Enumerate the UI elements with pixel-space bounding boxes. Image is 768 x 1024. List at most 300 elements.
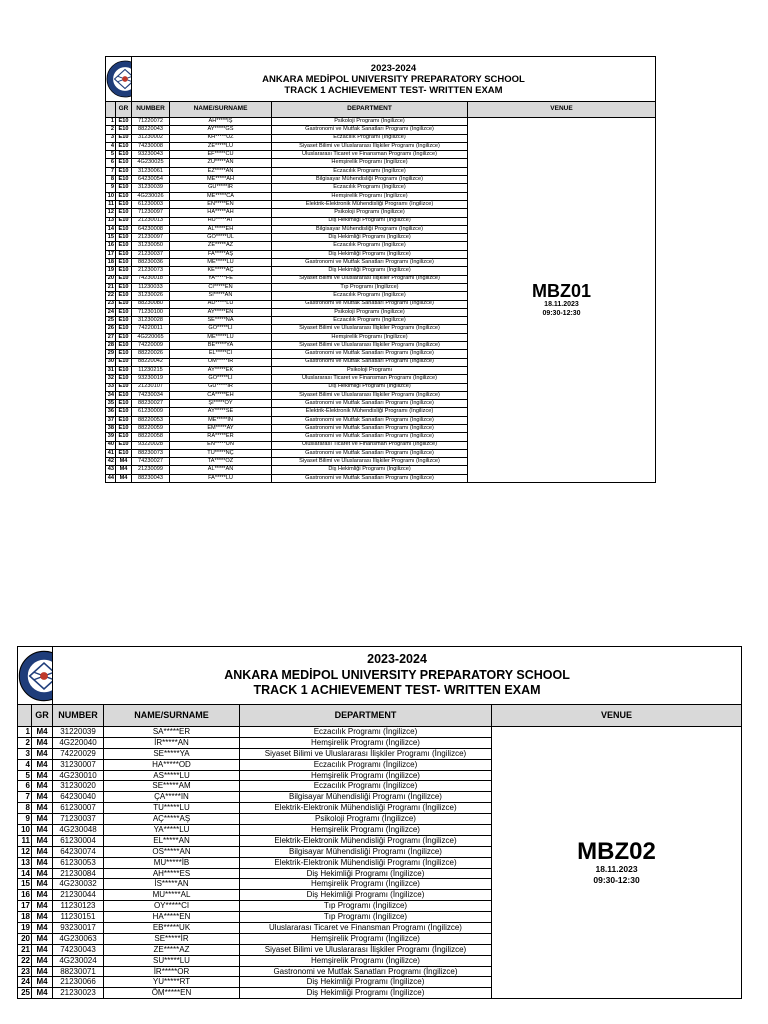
student-number: 4G230026: [132, 192, 170, 200]
logo-cell: [18, 647, 53, 705]
student-number: 21230013: [132, 217, 170, 225]
student-number: 4G230025: [132, 159, 170, 167]
student-name: HA*****OD: [104, 759, 240, 770]
student-number: 88220026: [132, 350, 170, 358]
student-number: 4G230010: [53, 770, 104, 781]
student-name: EL*****Cİ: [170, 350, 272, 358]
department: Gastronomi ve Mutfak Sanatları Programı (İngilizce): [272, 433, 468, 441]
department: Eczacılık Programı (İngilizce): [240, 781, 492, 792]
row-index: 2: [106, 126, 116, 134]
department: Diş Hekimliği Programı (İngilizce): [272, 234, 468, 242]
group-code: E10: [116, 259, 132, 267]
student-name: ÖM*****İR: [170, 358, 272, 366]
exam-list-table: [105, 56, 656, 483]
student-number: 74230027: [132, 458, 170, 466]
col-gr-header: GR: [116, 102, 132, 118]
academic-year: 2023-2024: [370, 62, 417, 74]
student-name: FA*****AŞ: [170, 250, 272, 258]
student-number: 74230043: [53, 944, 104, 955]
department: Gastronomi ve Mutfak Sanatları Programı (İngilizce): [240, 966, 492, 977]
col-index-header: [106, 102, 116, 118]
department: Hemşirelik Programı (İngilizce): [240, 770, 492, 781]
student-name: İR*****OR: [104, 966, 240, 977]
department: Eczacılık Programı (İngilizce): [272, 134, 468, 142]
student-name: FA*****LU: [170, 474, 272, 482]
student-number: 21230023: [53, 988, 104, 999]
row-index: 25: [18, 988, 32, 999]
row-index: 26: [106, 325, 116, 333]
row-index: 1: [18, 727, 32, 738]
student-number: 21230107: [132, 383, 170, 391]
department: Eczacılık Programı (İngilizce): [272, 184, 468, 192]
exam-name: TRACK 1 ACHIEVEMENT TEST- WRITTEN EXAM: [253, 683, 541, 698]
student-name: ŞI*****OY: [170, 400, 272, 408]
student-name: EZ*****AN: [170, 167, 272, 175]
student-number: 93230019: [132, 375, 170, 383]
group-code: M4: [32, 890, 53, 901]
col-number-header: NUMBER: [132, 102, 170, 118]
student-name: ME*****CA: [170, 192, 272, 200]
row-index: 6: [106, 159, 116, 167]
group-code: M4: [116, 466, 132, 474]
student-number: 88220043: [132, 126, 170, 134]
medipol-logo-icon: [18, 650, 53, 702]
student-number: 93220028: [132, 441, 170, 449]
student-name: HA*****AH: [170, 209, 272, 217]
student-name: EM*****AY: [170, 424, 272, 432]
department: Eczacılık Programı (İngilizce): [240, 759, 492, 770]
department: Gastronomi ve Mutfak Sanatları Programı (İngilizce): [272, 126, 468, 134]
row-index: 22: [106, 292, 116, 300]
department: Gastronomi ve Mutfak Sanatları Programı (İngilizce): [272, 416, 468, 424]
student-number: 88230036: [132, 259, 170, 267]
department: Elektrik-Elektronik Mühendisliği Programı (İngilizce): [272, 408, 468, 416]
department: Hemşirelik Programı (İngilizce): [272, 159, 468, 167]
exam-date: 18.11.2023: [595, 863, 638, 874]
department: Bilgisayar Mühendisliği Programı (İngilizce): [240, 846, 492, 857]
student-name: ZÜ*****AN: [170, 159, 272, 167]
student-name: SE*****AM: [104, 781, 240, 792]
department: Tıp Programı (İngilizce): [272, 283, 468, 291]
student-number: 74230018: [132, 275, 170, 283]
group-code: E10: [116, 134, 132, 142]
row-index: 13: [106, 217, 116, 225]
group-code: E10: [116, 234, 132, 242]
exam-list-sheet-1: [105, 56, 655, 483]
logo-cell: [106, 57, 132, 102]
group-code: E10: [116, 275, 132, 283]
department: Elektrik-Elektronik Mühendisliği Programı (İngilizce): [272, 200, 468, 208]
student-number: 11230123: [53, 901, 104, 912]
student-number: 21230099: [132, 466, 170, 474]
group-code: M4: [32, 759, 53, 770]
student-number: 61230004: [53, 835, 104, 846]
department: Hemşirelik Programı (İngilizce): [240, 879, 492, 890]
group-code: E10: [116, 184, 132, 192]
row-index: 38: [106, 424, 116, 432]
student-name: AS*****LU: [104, 770, 240, 781]
student-name: SA*****ER: [104, 727, 240, 738]
student-number: 31230007: [53, 759, 104, 770]
student-number: 4G230063: [53, 933, 104, 944]
department: Diş Hekimliği Programı (İngilizce): [240, 868, 492, 879]
group-code: M4: [32, 781, 53, 792]
department: Bilgisayar Mühendisliği Programı (İngilizce): [240, 792, 492, 803]
group-code: M4: [32, 977, 53, 988]
department: Diş Hekimliği Programı (İngilizce): [272, 217, 468, 225]
student-number: 11230215: [132, 366, 170, 374]
student-number: 21230097: [132, 234, 170, 242]
student-number: 21230037: [132, 250, 170, 258]
student-name: TU*****LU: [104, 803, 240, 814]
group-code: E10: [116, 433, 132, 441]
student-number: 64230074: [53, 846, 104, 857]
department: Eczacılık Programı (İngilizce): [272, 317, 468, 325]
group-code: M4: [32, 955, 53, 966]
col-venue-header: VENUE: [468, 102, 656, 118]
student-name: ÇA*****IN: [104, 792, 240, 803]
student-name: BE*****YA: [170, 342, 272, 350]
student-number: 4G230048: [53, 825, 104, 836]
student-number: 71230097: [132, 209, 170, 217]
group-code: M4: [32, 901, 53, 912]
student-number: 71230100: [132, 308, 170, 316]
row-index: 10: [18, 825, 32, 836]
student-name: ÖM*****EN: [104, 988, 240, 999]
group-code: M4: [32, 814, 53, 825]
group-code: E10: [116, 416, 132, 424]
group-code: M4: [32, 792, 53, 803]
department: Siyaset Bilimi ve Uluslararası İlişkiler Programı (İngilizce): [272, 142, 468, 150]
row-index: 24: [18, 977, 32, 988]
group-code: M4: [32, 727, 53, 738]
col-gr-header: GR: [32, 705, 53, 727]
student-number: 11230033: [132, 283, 170, 291]
department: Hemşirelik Programı (İngilizce): [272, 192, 468, 200]
student-name: AY*****GS: [170, 126, 272, 134]
student-number: 88220058: [132, 433, 170, 441]
department: Eczacılık Programı (İngilizce): [272, 292, 468, 300]
department: Hemşirelik Programı (İngilizce): [272, 333, 468, 341]
student-number: 88220059: [132, 424, 170, 432]
student-number: 64230040: [53, 792, 104, 803]
row-index: 14: [18, 868, 32, 879]
group-code: M4: [32, 857, 53, 868]
group-code: M4: [32, 748, 53, 759]
row-index: 22: [18, 955, 32, 966]
student-name: MU*****İB: [104, 857, 240, 868]
academic-year: 2023-2024: [367, 652, 427, 667]
row-index: 1: [106, 118, 116, 126]
group-code: E10: [116, 375, 132, 383]
group-code: E10: [116, 441, 132, 449]
group-code: E10: [116, 300, 132, 308]
department: Elektrik-Elektronik Mühendisliği Programı (İngilizce): [240, 857, 492, 868]
student-name: MU*****AL: [104, 890, 240, 901]
student-number: 71220072: [132, 118, 170, 126]
row-index: 11: [106, 200, 116, 208]
row-index: 43: [106, 466, 116, 474]
department: Eczacılık Programı (İngilizce): [272, 167, 468, 175]
group-code: M4: [32, 933, 53, 944]
col-name-header: NAME/SURNAME: [170, 102, 272, 118]
group-code: E10: [116, 400, 132, 408]
department: Elektrik-Elektronik Mühendisliği Programı (İngilizce): [240, 835, 492, 846]
col-department-header: DEPARTMENT: [272, 102, 468, 118]
student-name: EF*****CU: [170, 151, 272, 159]
department: Gastronomi ve Mutfak Sanatları Programı (İngilizce): [272, 259, 468, 267]
exam-time: 09:30-12:30: [593, 874, 640, 885]
row-index: 18: [18, 912, 32, 923]
col-name-header: NAME/SURNAME: [104, 705, 240, 727]
row-index: 32: [106, 375, 116, 383]
row-index: 20: [18, 933, 32, 944]
student-number: 4G220065: [132, 333, 170, 341]
group-code: M4: [32, 825, 53, 836]
department: Tıp Programı (İngilizce): [240, 912, 492, 923]
department: Diş Hekimliği Programı (İngilizce): [240, 988, 492, 999]
student-name: AH*****İŞ: [170, 118, 272, 126]
student-number: 31230002: [132, 134, 170, 142]
group-code: E10: [116, 350, 132, 358]
department: Siyaset Bilimi ve Uluslararası İlişkiler Programı (İngilizce): [272, 342, 468, 350]
row-index: 3: [106, 134, 116, 142]
column-header-row: [106, 102, 656, 118]
student-number: 21230073: [132, 267, 170, 275]
student-name: ME*****LU: [170, 259, 272, 267]
group-code: M4: [116, 474, 132, 482]
department: Tıp Programı (İngilizce): [240, 901, 492, 912]
department: Bilgisayar Mühendisliği Programı (İngilizce): [272, 176, 468, 184]
student-number: 4G220040: [53, 737, 104, 748]
student-number: 11230151: [53, 912, 104, 923]
student-name: SE*****YA: [104, 748, 240, 759]
group-code: E10: [116, 342, 132, 350]
row-index: 27: [106, 333, 116, 341]
student-name: OY*****CI: [104, 901, 240, 912]
student-name: AH*****ES: [104, 868, 240, 879]
row-index: 6: [18, 781, 32, 792]
student-number: 93230017: [53, 923, 104, 934]
student-name: AL*****AN: [170, 466, 272, 474]
row-index: 18: [106, 259, 116, 267]
student-number: 93230043: [132, 151, 170, 159]
school-name: ANKARA MEDİPOL UNIVERSITY PREPARATORY SCHOOL: [224, 667, 570, 682]
row-index: 36: [106, 408, 116, 416]
department: Gastronomi ve Mutfak Sanatları Programı (İngilizce): [272, 400, 468, 408]
student-number: 31230039: [132, 184, 170, 192]
group-code: E10: [116, 333, 132, 341]
group-code: E10: [116, 225, 132, 233]
department: Gastronomi ve Mutfak Sanatları Programı (İngilizce): [272, 449, 468, 457]
student-name: ZE*****AZ: [170, 242, 272, 250]
venue-room: MBZ01: [532, 281, 592, 302]
group-code: E10: [116, 358, 132, 366]
group-code: M4: [32, 879, 53, 890]
group-code: M4: [32, 770, 53, 781]
department: Eczacılık Programı (İngilizce): [272, 242, 468, 250]
group-code: E10: [116, 383, 132, 391]
student-number: 21230066: [53, 977, 104, 988]
group-code: E10: [116, 325, 132, 333]
row-index: 19: [18, 923, 32, 934]
department: Siyaset Bilimi ve Uluslararası İlişkiler Programı (İngilizce): [240, 748, 492, 759]
department: Diş Hekimliği Programı (İngilizce): [272, 267, 468, 275]
row-index: 12: [18, 846, 32, 857]
student-name: ME*****LU: [170, 333, 272, 341]
group-code: E10: [116, 308, 132, 316]
student-number: 88230043: [132, 474, 170, 482]
row-index: 4: [106, 142, 116, 150]
row-index: 19: [106, 267, 116, 275]
row-index: 15: [18, 879, 32, 890]
department: Siyaset Bilimi ve Uluslararası İlişkiler Programı (İngilizce): [272, 391, 468, 399]
row-index: 39: [106, 433, 116, 441]
group-code: E10: [116, 267, 132, 275]
student-number: 31230028: [132, 317, 170, 325]
row-index: 28: [106, 342, 116, 350]
student-number: 74220029: [53, 748, 104, 759]
student-name: SE*****NA: [170, 317, 272, 325]
group-code: E10: [116, 242, 132, 250]
student-name: AY*****SE: [170, 408, 272, 416]
venue-cell: [468, 118, 656, 483]
exam-date: 18.11.2023: [544, 301, 579, 309]
group-code: E10: [116, 317, 132, 325]
student-number: 64230054: [132, 176, 170, 184]
student-number: 88220042: [132, 358, 170, 366]
student-number: 74230008: [132, 142, 170, 150]
exam-time: 09:30-12:30: [542, 310, 581, 318]
department: Eczacılık Programı (İngilizce): [240, 727, 492, 738]
department: Siyaset Bilimi ve Uluslararası İlişkiler Programı (İngilizce): [240, 944, 492, 955]
student-number: 88230080: [132, 300, 170, 308]
department: Gastronomi ve Mutfak Sanatları Programı (İngilizce): [272, 300, 468, 308]
student-name: YA*****FE: [170, 275, 272, 283]
row-index: 16: [106, 242, 116, 250]
row-index: 34: [106, 391, 116, 399]
col-index-header: [18, 705, 32, 727]
student-name: TA*****ÖZ: [170, 458, 272, 466]
group-code: M4: [116, 458, 132, 466]
group-code: E10: [116, 283, 132, 291]
student-name: ME*****İN: [170, 416, 272, 424]
row-index: 12: [106, 209, 116, 217]
student-number: 4G230024: [53, 955, 104, 966]
department: Diş Hekimliği Programı (İngilizce): [240, 977, 492, 988]
department: Diş Hekimliği Programı (İngilizce): [272, 250, 468, 258]
row-index: 8: [18, 803, 32, 814]
department: Uluslararası Ticaret ve Finansman Programı (İngilizce): [272, 375, 468, 383]
student-number: 74220011: [132, 325, 170, 333]
student-name: CA*****EH: [170, 391, 272, 399]
exam-name: TRACK 1 ACHIEVEMENT TEST- WRITTEN EXAM: [284, 84, 503, 96]
student-number: 61230007: [53, 803, 104, 814]
group-code: E10: [116, 118, 132, 126]
student-number: 88230071: [53, 966, 104, 977]
row-index: 31: [106, 366, 116, 374]
group-code: E10: [116, 176, 132, 184]
department: Gastronomi ve Mutfak Sanatları Programı (İngilizce): [272, 358, 468, 366]
group-code: M4: [32, 803, 53, 814]
student-number: 31220039: [53, 727, 104, 738]
row-index: 13: [18, 857, 32, 868]
group-code: E10: [116, 449, 132, 457]
department: Psikoloji Programı (İngilizce): [272, 209, 468, 217]
student-name: KH*****UZ: [170, 134, 272, 142]
student-number: 74220009: [132, 342, 170, 350]
group-code: E10: [116, 126, 132, 134]
student-number: 88220053: [132, 416, 170, 424]
student-name: EN*****UN: [170, 441, 272, 449]
student-number: 61230003: [132, 200, 170, 208]
group-code: E10: [116, 142, 132, 150]
student-name: AD*****LU: [170, 300, 272, 308]
department: Uluslararası Ticaret ve Finansman Programı (İngilizce): [240, 923, 492, 934]
row-index: 9: [18, 814, 32, 825]
department: Siyaset Bilimi ve Uluslararası İlişkiler Programı (İngilizce): [272, 458, 468, 466]
row-index: 25: [106, 317, 116, 325]
exam-title-block: [132, 57, 656, 102]
row-index: 41: [106, 449, 116, 457]
row-index: 33: [106, 383, 116, 391]
department: Diş Hekimliği Programı (İngilizce): [272, 466, 468, 474]
department: Psikoloji Programı (İngilizce): [240, 814, 492, 825]
row-index: 23: [18, 966, 32, 977]
group-code: E10: [116, 408, 132, 416]
row-index: 5: [106, 151, 116, 159]
student-name: ME*****AH: [170, 176, 272, 184]
student-name: YU*****RT: [104, 977, 240, 988]
row-index: 35: [106, 400, 116, 408]
student-number: 21230084: [53, 868, 104, 879]
student-name: TU*****NÇ: [170, 449, 272, 457]
group-code: E10: [116, 424, 132, 432]
student-name: AY*****EK: [170, 366, 272, 374]
student-name: GÖ*****UL: [170, 234, 272, 242]
department: Psikoloji Programı: [272, 366, 468, 374]
exam-list-table: [17, 646, 742, 999]
table-row: [106, 118, 656, 126]
row-index: 7: [18, 792, 32, 803]
student-name: İS*****AN: [104, 879, 240, 890]
group-code: M4: [32, 966, 53, 977]
student-number: 21230044: [53, 890, 104, 901]
department: Uluslararası Ticaret ve Finansman Programı (İngilizce): [272, 151, 468, 159]
student-number: 74230034: [132, 391, 170, 399]
student-number: 61230009: [132, 408, 170, 416]
student-number: 31230061: [132, 167, 170, 175]
row-index: 9: [106, 184, 116, 192]
student-number: 4G230032: [53, 879, 104, 890]
row-index: 7: [106, 167, 116, 175]
exam-title-block: [53, 647, 742, 705]
student-name: SE*****İR: [104, 933, 240, 944]
department: Psikoloji Programı (İngilizce): [272, 308, 468, 316]
group-code: E10: [116, 167, 132, 175]
group-code: E10: [116, 292, 132, 300]
student-name: EN*****EN: [170, 200, 272, 208]
department: Diş Hekimliği Programı (İngilizce): [272, 383, 468, 391]
student-name: SU*****LU: [104, 955, 240, 966]
group-code: M4: [32, 988, 53, 999]
department: Hemşirelik Programı (İngilizce): [240, 933, 492, 944]
row-index: 20: [106, 275, 116, 283]
row-index: 44: [106, 474, 116, 482]
row-index: 24: [106, 308, 116, 316]
row-index: 40: [106, 441, 116, 449]
group-code: E10: [116, 192, 132, 200]
